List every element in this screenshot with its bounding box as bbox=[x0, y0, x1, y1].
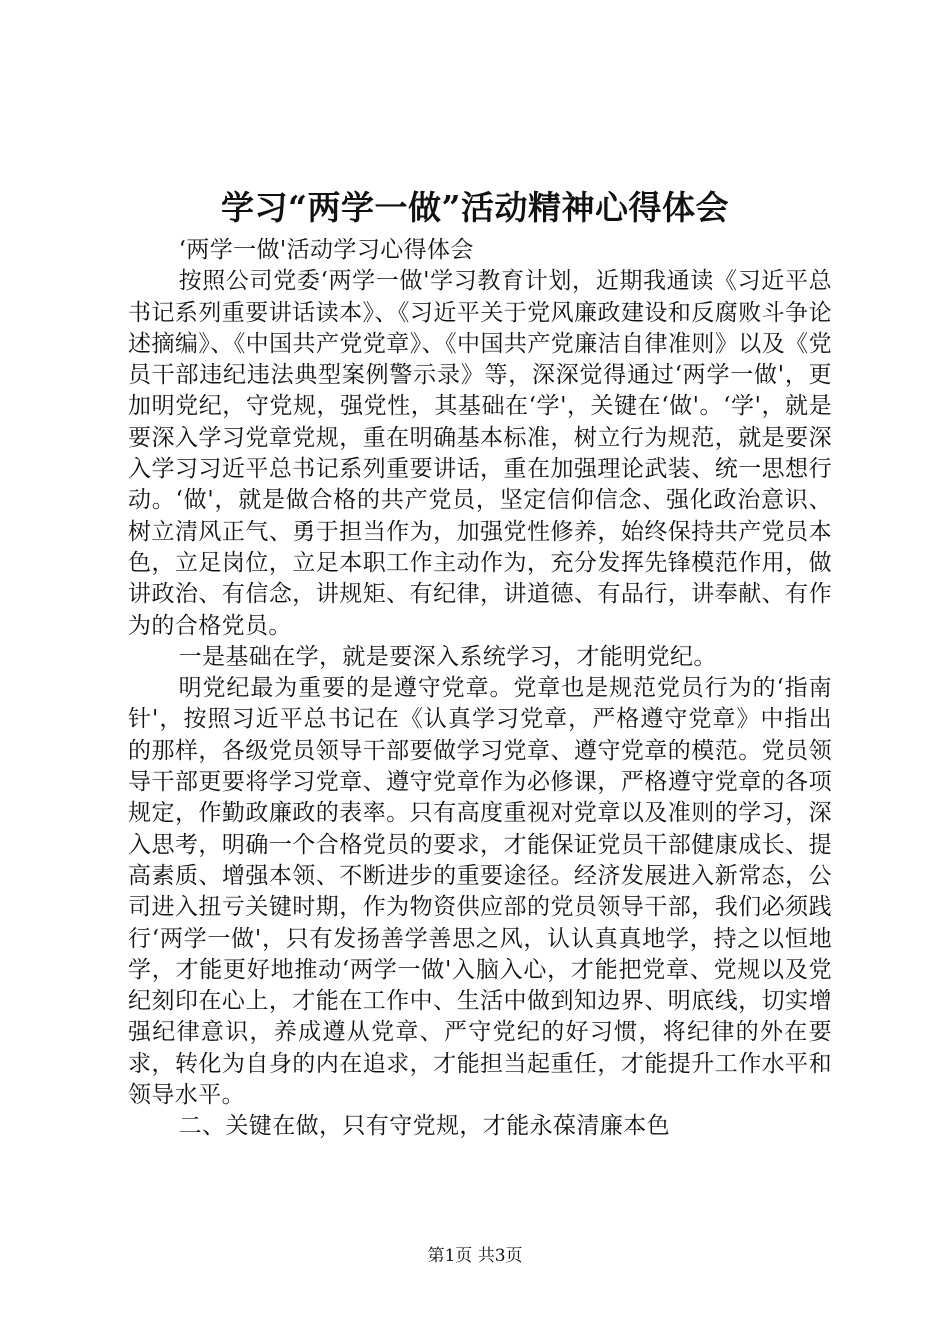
paragraph-intro: 按照公司党委‘两学一做'学习教育计划，近期我通读《习近平总书记系列重要讲话读本》、《习近平关于党风廉政建设和反腐败斗争论述摘编》、《中国共产党党章》、《中国共产党廉洁自律准则》以及《党员干部违纪违法典型案例警示录》等，深深觉得通过‘两学一做'，更加明党纪，守党规，强党性，其基础在‘学'，关键在‘做'。‘学'，就是要深入学习党章党规，重在明确基本标准，树立行为规范，就是要深入学习习近平总书记系列重要讲话，重在加强理论武装、统一思想行动。‘做'，就是做合格的共产党员，坚定信仰信念、强化政治意识、树立清风正气、勇于担当作为，加强党性修养，始终保持共产党员本色，立足岗位，立足本职工作主动作为，充分发挥先锋模范作用，做讲政治、有信念，讲规矩、有纪律，讲道德、有品行，讲奉献、有作为的合格党员。 bbox=[128, 268, 832, 639]
page-footer: 第1页 共3页 bbox=[427, 1246, 523, 1266]
document-body bbox=[128, 235, 832, 1143]
document-title: 学习“两学一做”活动精神心得体会 bbox=[221, 188, 729, 227]
paragraph-section-two-heading: 二、关键在做，只有守党规，才能永葆清廉本色 bbox=[178, 1113, 670, 1140]
paragraph-section-one-body: 明党纪最为重要的是遵守党章。党章也是规范党员行为的‘指南针'，按照习近平总书记在《认真学习党章，严格遵守党章》中指出的那样，各级党员领导干部要做学习党章、遵守党章的模范。党员领导干部更要将学习党章、遵守党章作为必修课，严格遵守党章的各项规定，作勤政廉政的表率。只有高度重视对党章以及准则的学习，深入思考，明确一个合格党员的要求，才能保证党员干部健康成长、提高素质、增强本领、不断进步的重要途径。经济发展进入新常态，公司进入扭亏关键时期，作为物资供应部的党员领导干部，我们必须践行‘两学一做'，只有发扬善学善思之风，认认真真地学，持之以恒地学，才能更好地推动‘两学一做'入脑入心，才能把党章、党规以及党纪刻印在心上，才能在工作中、生活中做到知边界、明底线，切实增强纪律意识，养成遵从党章、严守党纪的好习惯，将纪律的外在要求，转化为自身的内在追求，才能担当起重任，才能提升工作水平和领导水平。 bbox=[128, 675, 832, 1109]
paragraph-section-one-heading: 一是基础在学，就是要深入系统学习，才能明党纪。 bbox=[178, 643, 717, 670]
document-subtitle: ‘两学一做'活动学习心得体会 bbox=[178, 237, 474, 263]
